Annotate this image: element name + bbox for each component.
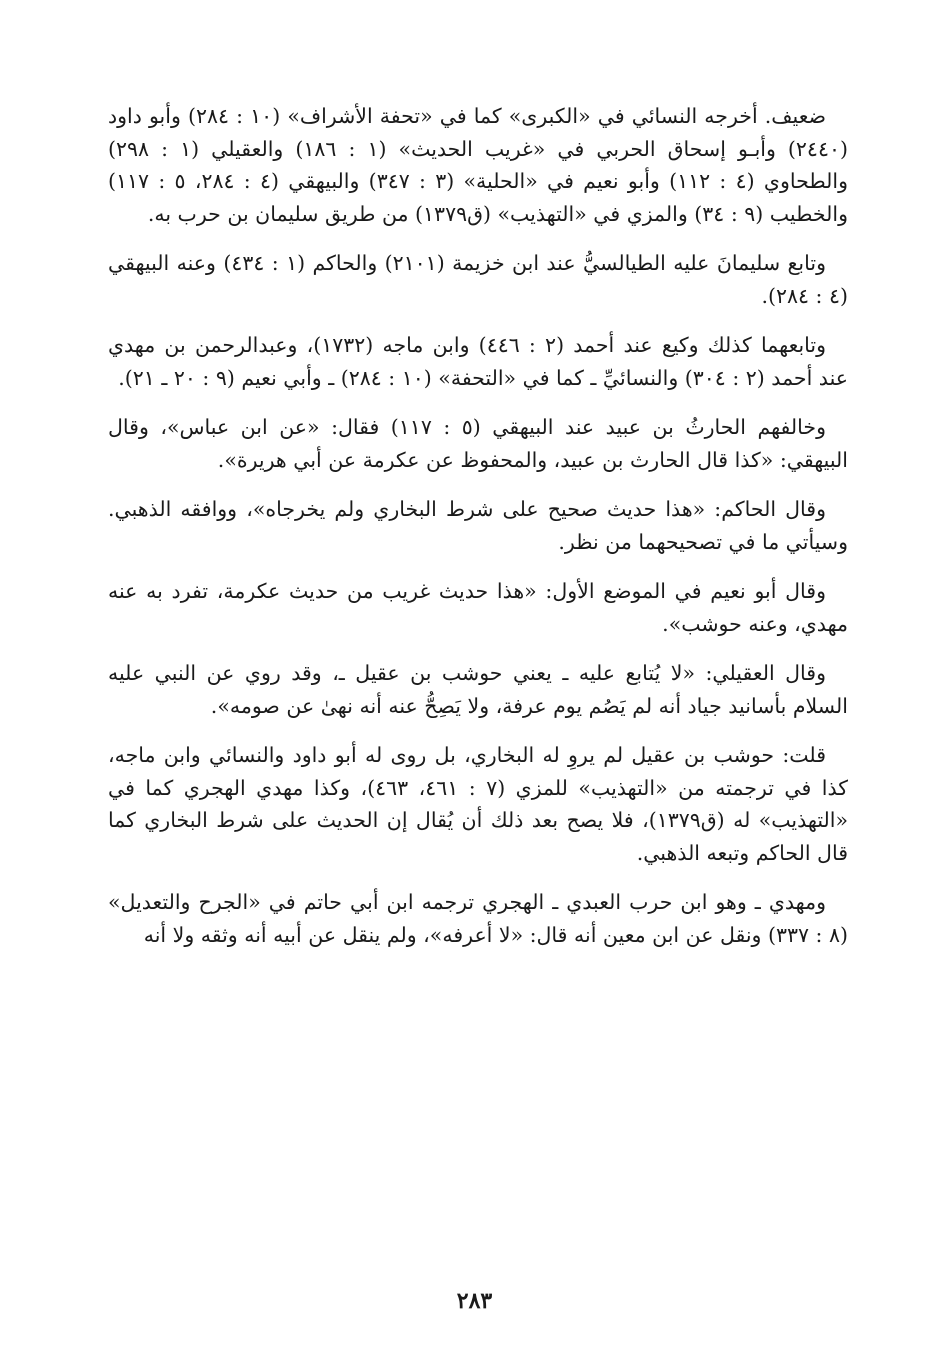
paragraph-4: وخالفهم الحارثُ بن عبيد عند البيهقي (٥ : ١١٧) فقال: «عن ابن عباس»، وقال البيهقي: «كذا قال الحارث بن عبيد، والمحفوظ عن عكرمة عن أبي هريرة».	[108, 415, 848, 472]
paragraph-5: وقال الحاكم: «هذا حديث صحيح على شرط البخاري ولم يخرجاه»، ووافقه الذهبي. وسيأتي ما في تصحيحهما من نظر.	[108, 497, 848, 554]
page-number: ٢٨٣	[456, 1288, 493, 1314]
paragraph-9: ومهدي ـ وهو ابن حرب العبدي ـ الهجري ترجمه ابن أبي حاتم في «الجرح والتعديل» (٨ : ٣٣٧) ونقل عن ابن معين أنه قال: «لا أعرفه»، ولم ينقل عن أبيه أنه وثقه ولا أنه	[108, 890, 848, 947]
paragraph-7: وقال العقيلي: «لا يُتابع عليه ـ يعني حوشب بن عقيل ـ، وقد روي عن النبي عليه السلام بأسانيد جياد أنه لم يَصُم يوم عرفة، ولا يَصِحُّ عنه أنه نهىٰ عن صومه».	[108, 661, 848, 718]
paragraph-1: ضعيف. أخرجه النسائي في «الكبرى» كما في «تحفة الأشراف» (١٠ : ٢٨٤) وأبو داود (٢٤٤٠) وأبـو إسحاق الحربي في «غريب الحديث» (١ : ١٨٦) والعقيلي (١ : ٢٩٨) والطحاوي (٤ : ١١٢) وأبو نعيم في «الحلية» (٣ : ٣٤٧) والبيهقي (٤ : ٢٨٤، ٥ : ١١٧) والخطيب (٩ : ٣٤) والمزي في «التهذيب» (ق١٣٧٩) من طريق سليمان بن حرب به.	[108, 104, 848, 226]
paragraph-3: وتابعهما كذلك وكيع عند أحمد (٢ : ٤٤٦) وابن ماجه (١٧٣٢)، وعبدالرحمن بن مهدي عند أحمد (٢ : ٣٠٤) والنسائيِّ ـ كما في «التحفة» (١٠ : ٢٨٤) ـ وأبي نعيم (٩ : ٢٠ ـ ٢١).	[108, 333, 848, 390]
paragraph-6: وقال أبو نعيم في الموضع الأول: «هذا حديث غريب من حديث عكرمة، تفرد به عنه مهدي، وعنه حوشب».	[108, 579, 848, 636]
main-text	[108, 100, 848, 968]
paragraph-2: وتابع سليمانَ عليه الطيالسيُّ عند ابن خزيمة (٢١٠١) والحاكم (١ : ٤٣٤) وعنه البيهقي (٤ : ٢٨٤).	[108, 251, 848, 308]
paragraph-8: قلت: حوشب بن عقيل لم يروِ له البخاري، بل روى له أبو داود والنسائي وابن ماجه، كذا في ترجمته من «التهذيب» للمزي (٧ : ٤٦١، ٤٦٣)، وكذا مهدي الهجري كما في «التهذيب» له (ق١٣٧٩)، فلا يصح بعد ذلك أن يُقال إن الحديث على شرط البخاري كما قال الحاكم وتبعه الذهبي.	[108, 743, 848, 865]
